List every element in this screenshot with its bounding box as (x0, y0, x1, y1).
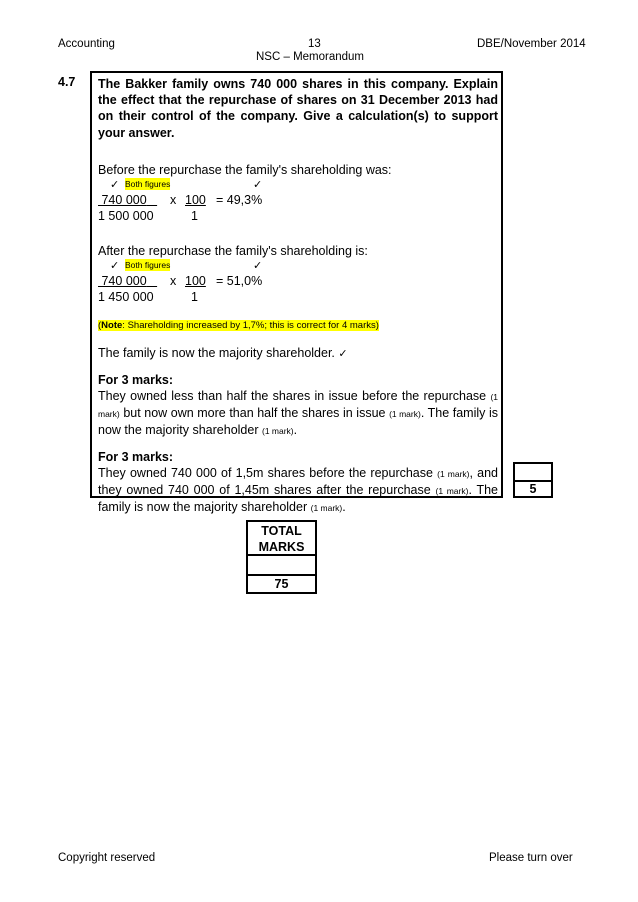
total-label-1: TOTAL (261, 524, 302, 538)
total-empty-cell (248, 556, 315, 576)
mark-note: (1 mark) (435, 485, 469, 496)
note-label: Note (101, 319, 123, 331)
after-one: 1 (191, 289, 198, 304)
check-icon: ✓ (253, 177, 263, 191)
before-fraction-top (98, 192, 498, 208)
after-times: x (170, 273, 177, 288)
alt2-heading: For 3 marks: (98, 449, 174, 464)
note-open: ( (98, 319, 102, 331)
check-icon: ✓ (110, 177, 120, 191)
alt1-part1: They owned less than half the shares in issue before the repurchase (98, 388, 487, 403)
both-figures-highlight: Both figures (125, 259, 171, 270)
before-one: 1 (191, 208, 198, 223)
after-denominator: 1 450 000 (98, 289, 154, 304)
after-result: = 51,0% (216, 273, 263, 288)
total-value: 75 (274, 577, 289, 591)
before-ticks (98, 178, 498, 192)
marks-box-value: 5 (513, 480, 553, 498)
marks-box-empty (513, 462, 553, 482)
both-figures-highlight: Both figures (125, 178, 171, 189)
check-icon: ✓ (110, 258, 120, 272)
before-intro: Before the repurchase the family's shareholding was: (98, 162, 392, 177)
total-marks-table (246, 520, 317, 594)
after-fraction-top (98, 273, 498, 289)
note-text: : Shareholding increased by 1,7%; this is correct for 4 marks) (122, 319, 379, 331)
alt1-text (98, 388, 498, 439)
alt1-heading: For 3 marks: (98, 372, 174, 387)
before-fraction-bottom (98, 208, 498, 224)
alt2-part4: . (342, 499, 346, 514)
mark-note: (1 mark) (310, 502, 343, 513)
before-numerator-value: 740 000 (101, 192, 147, 207)
mark-note: (1 mark) (389, 408, 421, 419)
header-subject: Accounting (58, 38, 115, 50)
question-number: 4.7 (58, 75, 76, 89)
answer-content (98, 76, 498, 516)
total-label-2: MARKS (258, 540, 305, 554)
after-numerator-value: 740 000 (101, 273, 147, 288)
before-times: x (170, 192, 177, 207)
majority-text: The family is now the majority shareholder. (98, 345, 335, 360)
question-text: The Bakker family owns 740 000 shares in this company. Explain the effect that the repurchase of shares on 31 December 2013 had on their control of the company. Give a calculation(s) to support your answer. (98, 77, 498, 140)
check-icon: ✓ (338, 346, 348, 360)
footer-turn-over: Please turn over (489, 852, 573, 864)
majority-line (98, 345, 498, 362)
before-result: = 49,3% (216, 192, 263, 207)
alt1-part3: . The family is now the majority shareholder (98, 405, 498, 437)
after-numerator (98, 273, 157, 289)
alt1-part4: . (293, 422, 298, 437)
after-hundred: 100 (185, 273, 206, 288)
mark-note: (1 mark) (261, 425, 294, 436)
after-intro: After the repurchase the family's shareholding is: (98, 243, 368, 258)
header-exam: DBE/November 2014 (477, 38, 586, 50)
alt2-text (98, 465, 498, 516)
before-numerator (98, 192, 157, 208)
header-subtitle: NSC – Memorandum (256, 51, 365, 63)
after-ticks (98, 259, 498, 273)
note-highlight (98, 320, 379, 331)
alt1-part2: but now own more than half the shares in issue (123, 405, 386, 420)
before-denominator: 1 500 000 (98, 208, 154, 223)
mark-note: (1 mark) (98, 391, 498, 419)
footer-copyright: Copyright reserved (58, 852, 156, 864)
alt2-part1: They owned 740 000 of 1,5m shares before the repurchase (98, 465, 433, 480)
mark-note: (1 mark) (437, 468, 470, 479)
total-label-cell (248, 522, 315, 556)
before-hundred: 100 (185, 192, 206, 207)
alt2-part3: . The family is now the majority shareholder (98, 482, 498, 514)
page-number: 13 (308, 38, 321, 50)
note (98, 318, 498, 332)
answer-box (90, 71, 503, 514)
check-icon: ✓ (253, 258, 263, 272)
after-fraction-bottom (98, 289, 498, 305)
alt2-part2: , and they owned 740 000 of 1,45m shares after the repurchase (98, 465, 498, 497)
